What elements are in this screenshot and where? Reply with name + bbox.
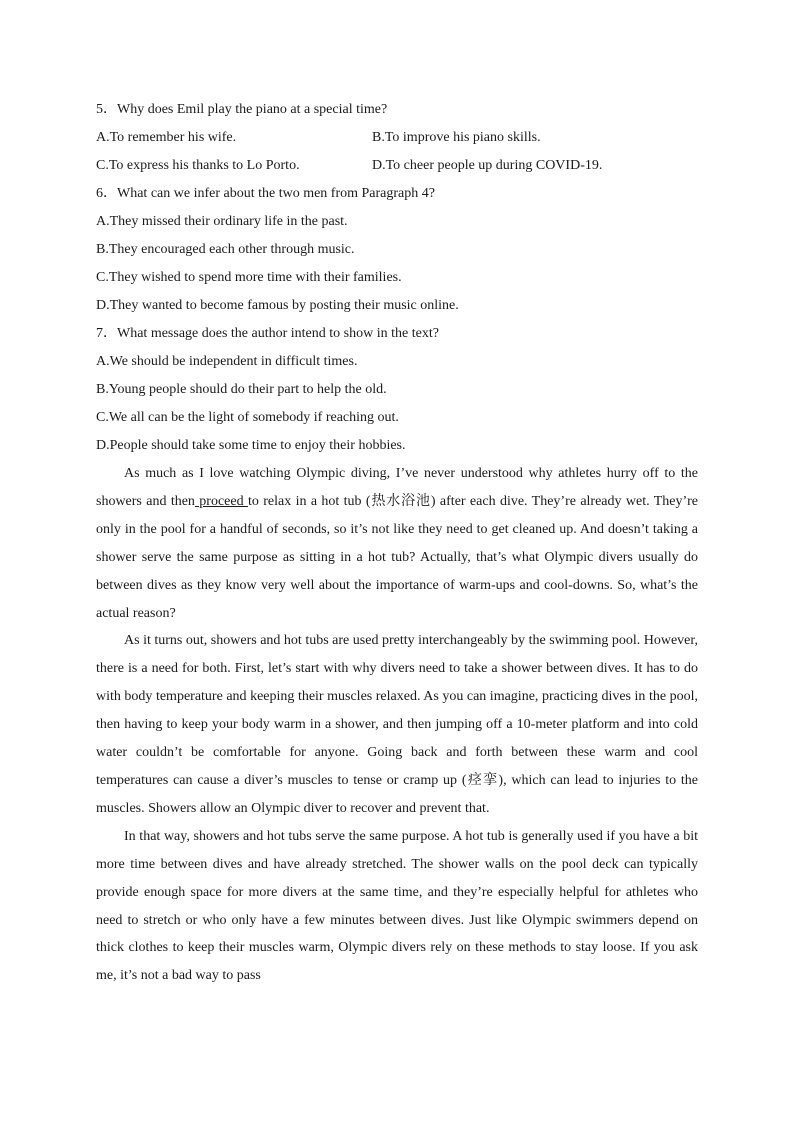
question-5-stem: 5．Why does Emil play the piano at a special time? <box>96 102 388 117</box>
question-5-options-row-2 <box>96 152 698 180</box>
question-6-option-d[interactable]: D.They wanted to become famous by posting their music online. <box>96 298 459 313</box>
passage-paragraph-2 <box>96 627 698 822</box>
question-6-stem: 6．What can we infer about the two men from Paragraph 4? <box>96 186 435 201</box>
document-page <box>96 96 698 990</box>
passage-p2-text-a: As it turns out, showers and hot tubs are used pretty interchangeably by the swimming pool. However, there is a need for both. First, let’s start with why divers need to take a shower between dives. It has to do with body temperature and keeping their muscles relaxed. As you can imagine, practicing dives in the pool, then having to keep your body warm in a shower, and then jumping off a 10-meter platform and into cold water couldn’t be comfortable for anyone. Going back and forth between these warm and cool temperatures can cause a diver’s muscles to tense or cramp up ( <box>96 633 698 788</box>
chinese-gloss-hot-tub: 热水浴池 <box>370 492 431 509</box>
question-5-option-d[interactable]: D.To cheer people up during COVID-19. <box>372 158 603 173</box>
question-5-option-b[interactable]: B.To improve his piano skills. <box>372 130 541 145</box>
passage-p1-text-c: ) after each dive. They’re already wet. They’re only in the pool for a handful of seconds, so it’s not like they need to get cleaned up. And doesn’t taking a shower serve the same purpose as sitting in a hot tub? Actually, that’s what Olympic divers usually do between dives as they know very well about the importance of warm-ups and cool-downs. So, what’s the actual reason? <box>96 493 699 621</box>
question-6-option-c[interactable]: C.They wished to spend more time with their families. <box>96 270 402 285</box>
passage-p1-text-b: to relax in a hot tub ( <box>247 493 371 509</box>
question-5-option-c[interactable]: C.To express his thanks to Lo Porto. <box>96 158 300 173</box>
question-6-option-a[interactable]: A.They missed their ordinary life in the past. <box>96 214 348 229</box>
question-5-options-row-1 <box>96 124 698 152</box>
question-6-option-b[interactable]: B.They encouraged each other through music. <box>96 242 355 257</box>
passage-paragraph-1 <box>96 460 698 627</box>
question-7-option-d[interactable]: D.People should take some time to enjoy their hobbies. <box>96 438 406 453</box>
question-7-option-b[interactable]: B.Young people should do their part to help the old. <box>96 382 387 397</box>
question-7-option-a[interactable]: A.We should be independent in difficult times. <box>96 354 358 369</box>
passage-paragraph-3: In that way, showers and hot tubs serve the same purpose. A hot tub is generally used if you have a bit more time between dives and have already stretched. The shower walls on the pool deck can typically provide enough space for more divers at the same time, and they’re especially helpful for athletes who need to stretch or who only have a few minutes between dives. Just like Olympic swimmers depend on thick clothes to keep their muscles warm, Olympic divers rely on these methods to stay loose. If you ask me, it’s not a bad way to pass <box>96 828 698 984</box>
question-7-option-c[interactable]: C.We all can be the light of somebody if reaching out. <box>96 410 399 425</box>
question-7-stem: 7．What message does the author intend to show in the text? <box>96 326 439 341</box>
chinese-gloss-cramp: 痉挛 <box>466 771 499 788</box>
passage-p2-text-b: ), which can lead to injuries to the muscles. Showers allow an Olympic diver to recover and prevent that. <box>96 772 699 816</box>
question-5-option-a[interactable]: A.To remember his wife. <box>96 130 237 145</box>
passage-p1-text-a: As much as I love watching Olympic diving, I’ve never understood why athletes hurry off to the showers and then <box>96 466 698 509</box>
underlined-word-proceed: proceed <box>194 493 248 509</box>
